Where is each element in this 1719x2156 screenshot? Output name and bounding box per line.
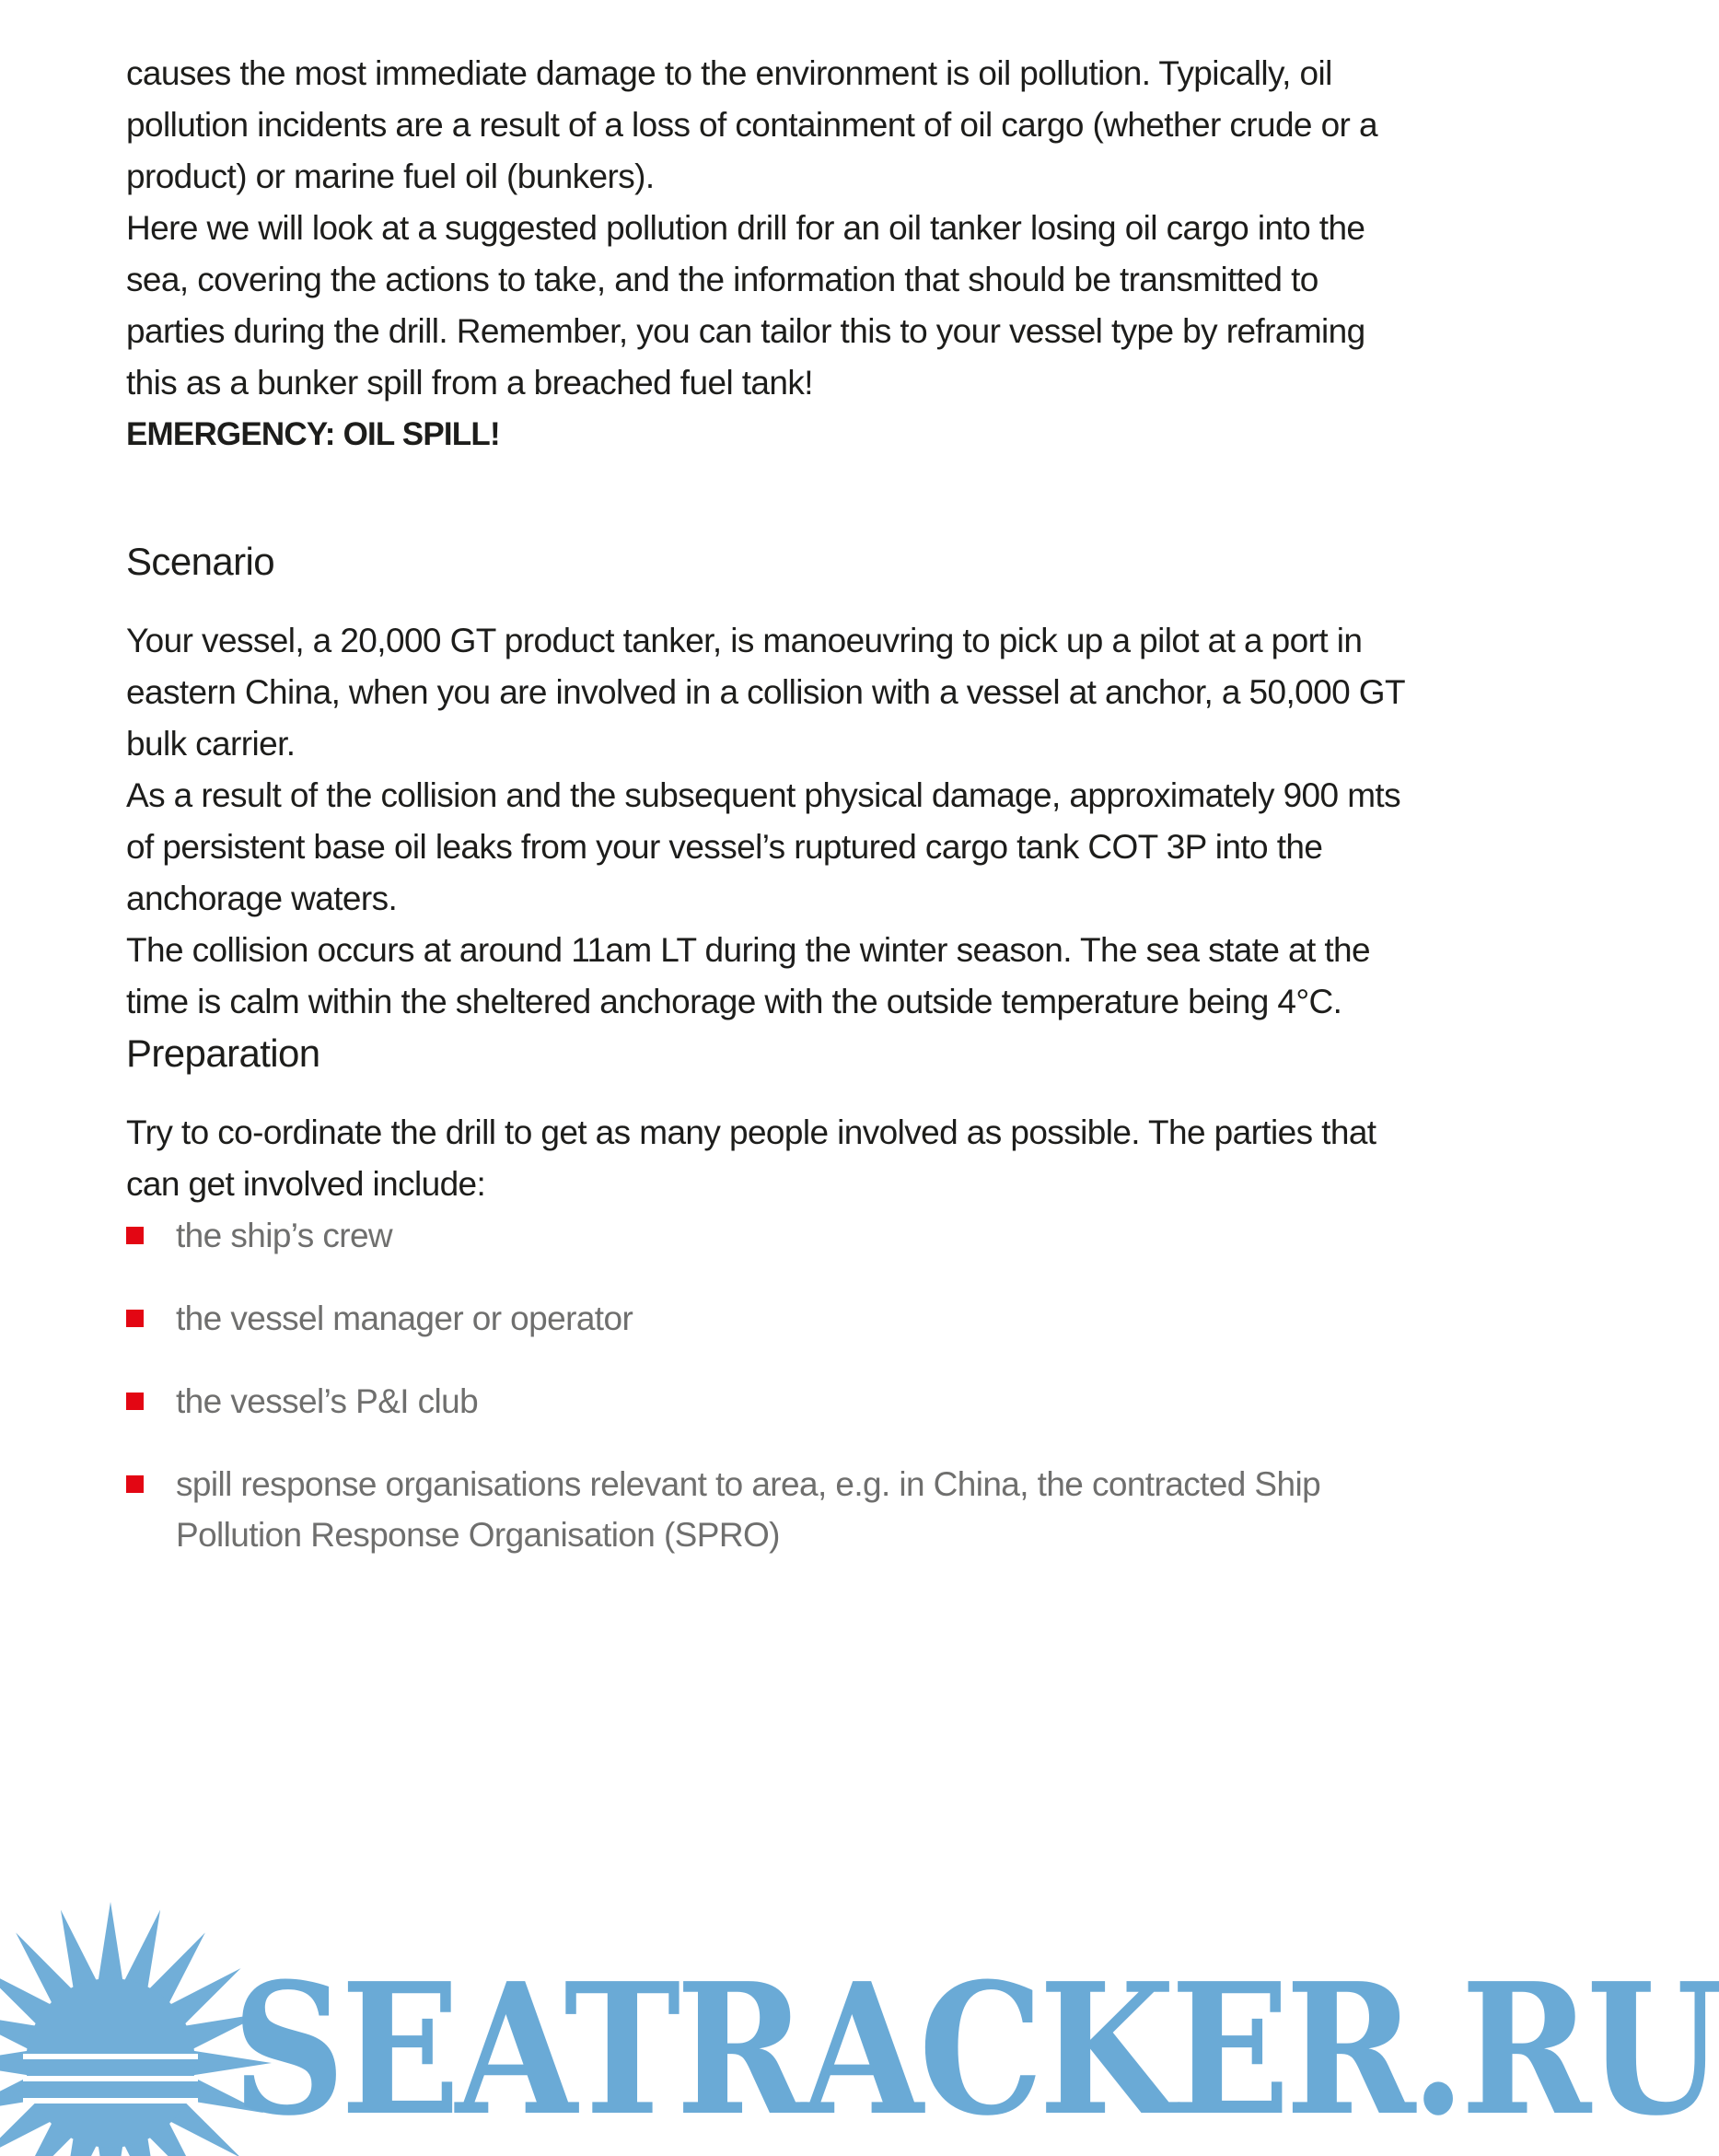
square-bullet-icon xyxy=(126,1310,144,1327)
document-page xyxy=(126,48,1415,1592)
scenario-paragraph-2: As a result of the collision and the subsequent physical damage, approximately 900 mts of persistent base oil leaks from your vessel’s ruptured cargo tank COT 3P into the anchorage waters. xyxy=(126,776,1400,917)
list-item-text: the vessel’s P&I club xyxy=(176,1382,479,1420)
scenario-paragraph-3: The collision occurs at around 11am LT during the winter season. The sea state at the time is calm within the sheltered anchorage with the outside temperature being 4°C. xyxy=(126,931,1371,1020)
list-item-text: spill response organisations relevant to area, e.g. in China, the contracted Ship Pollution Response Organisation (SPRO) xyxy=(176,1465,1321,1554)
preparation-heading: Preparation xyxy=(126,1031,320,1075)
list-item-text: the vessel manager or operator xyxy=(176,1299,633,1337)
list-item xyxy=(126,1459,1415,1560)
parties-list xyxy=(126,1210,1415,1560)
list-item xyxy=(126,1376,1415,1427)
scenario-heading: Scenario xyxy=(126,540,274,583)
scenario-paragraph-1: Your vessel, a 20,000 GT product tanker, is manoeuvring to pick up a pilot at a port in eastern China, when you are involved in a collision with a vessel at anchor, a 50,000 GT bulk carrier. xyxy=(126,622,1405,763)
list-item-text: the ship’s crew xyxy=(176,1217,393,1254)
emergency-heading: EMERGENCY: OIL SPILL! xyxy=(126,416,500,452)
intro-paragraph-1: causes the most immediate damage to the environment is oil pollution. Typically, oil pollution incidents are a result of a loss of containment of oil cargo (whether crude or a product) or marine fuel oil (bunkers). xyxy=(126,54,1377,195)
list-item xyxy=(126,1293,1415,1344)
square-bullet-icon xyxy=(126,1475,144,1493)
intro-paragraph-2: Here we will look at a suggested pollution drill for an oil tanker losing oil cargo into the sea, covering the actions to take, and the information that should be transmitted to parties during the drill. Remember, you can tailor this to your vessel type by reframing this as a bunker spill from a breached fuel tank! xyxy=(126,209,1365,402)
square-bullet-icon xyxy=(126,1227,144,1244)
watermark-text: SEATRACKER.RU xyxy=(232,1944,1719,2156)
list-item xyxy=(126,1210,1415,1261)
square-bullet-icon xyxy=(126,1393,144,1410)
preparation-paragraph: Try to co-ordinate the drill to get as many people involved as possible. The parties that can get involved include: xyxy=(126,1113,1376,1203)
